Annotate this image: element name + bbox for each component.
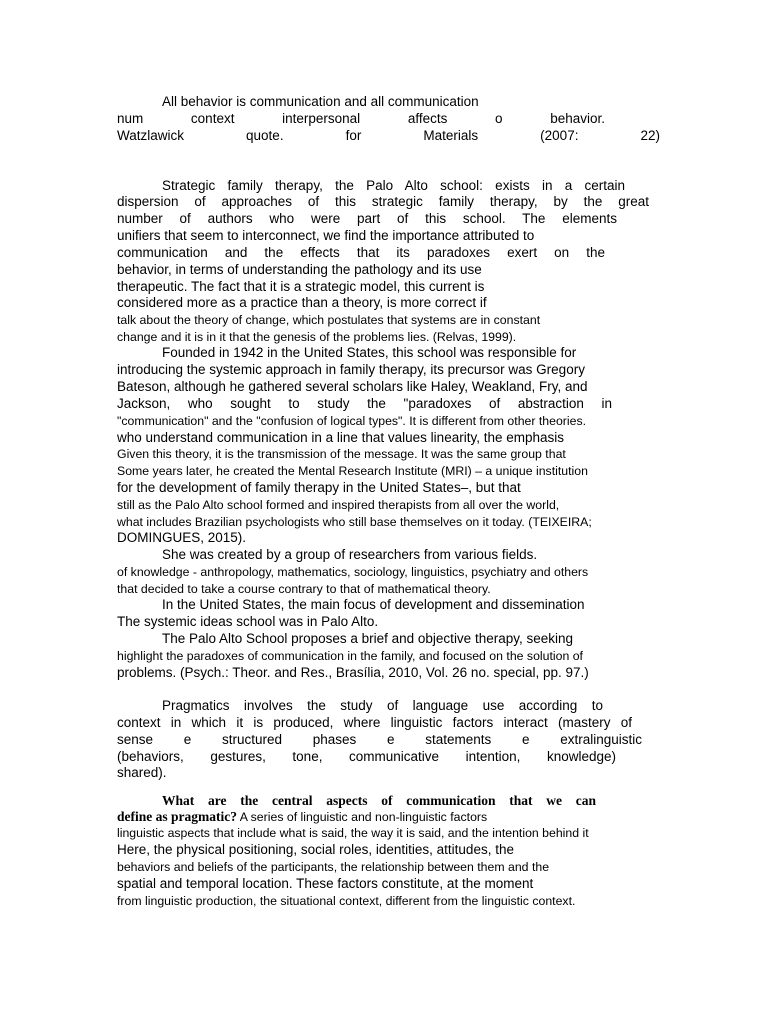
paragraph-line: still as the Palo Alto school formed and inspired therapists from all over the world, <box>117 498 560 512</box>
paragraph-line: communication and the effects that its paradoxes exert on the <box>117 245 605 260</box>
paragraph-line: therapeutic. The fact that it is a strategic model, this current is <box>117 279 485 294</box>
paragraph-line: change and it is in it that the genesis of the problems lies. (Relvas, 1999). <box>117 330 517 344</box>
paragraph-line: linguistic aspects that include what is said, the way it is said, and the intention behind it <box>117 826 589 840</box>
paragraph-line: (behaviors, gestures, tone, communicative intention, knowledge) <box>117 749 616 764</box>
paragraph-line: who understand communication in a line that values linearity, the emphasis <box>117 430 564 445</box>
paragraph-line: of knowledge - anthropology, mathematics, sociology, linguistics, psychiatry and others <box>117 565 589 579</box>
paragraph-line: what includes Brazilian psychologists who still base themselves on it today. (TEIXEIRA; <box>117 515 592 529</box>
paragraph-line: Pragmatics involves the study of language use according to <box>162 698 603 713</box>
paragraph-line: Strategic family therapy, the Palo Alto school: exists in a certain <box>162 178 625 193</box>
paragraph-line: The Palo Alto School proposes a brief and objective therapy, seeking <box>162 631 574 646</box>
paragraph-line: problems. (Psych.: Theor. and Res., Brasília, 2010, Vol. 26 no. special, pp. 97.) <box>117 665 589 680</box>
paragraph-line: Here, the physical positioning, social roles, identities, attitudes, the <box>117 842 514 857</box>
paragraph-line: talk about the theory of change, which postulates that systems are in constant <box>117 313 541 327</box>
paragraph-line: Jackson, who sought to study the "paradoxes of abstraction in <box>117 396 612 411</box>
paragraph-line: spatial and temporal location. These factors constitute, at the moment <box>117 876 534 891</box>
paragraph-line <box>117 809 660 825</box>
paragraph-line: Some years later, he created the Mental Research Institute (MRI) – a unique institution <box>117 464 588 478</box>
paragraph-text: A series of linguistic and non-linguistic factors <box>236 810 488 824</box>
question-heading: define as pragmatic? <box>117 809 237 824</box>
paragraph-line: shared). <box>117 765 167 780</box>
paragraph-line: In the United States, the main focus of development and dissemination <box>162 597 585 612</box>
paragraph-line: behavior, in terms of understanding the pathology and its use <box>117 262 482 277</box>
paragraph-line: from linguistic production, the situational context, different from the linguistic context. <box>117 894 576 908</box>
paragraph-line: introducing the systemic approach in family therapy, its precursor was Gregory <box>117 362 585 377</box>
quote-line: num context interpersonal affects o behavior. <box>117 111 605 126</box>
paragraph-line: context in which it is produced, where linguistic factors interact (mastery of <box>117 715 632 730</box>
paragraph-line: number of authors who were part of this school. The elements <box>117 211 617 226</box>
question-heading: What are the central aspects of communication that we can <box>162 793 596 808</box>
quote-citation: Watzlawick quote. for Materials (2007: 22) <box>117 128 660 143</box>
paragraph-line: DOMINGUES, 2015). <box>117 530 247 545</box>
paragraph-line: Given this theory, it is the transmission of the message. It was the same group that <box>117 447 566 461</box>
paragraph-line: sense e structured phases e statements e extralinguistic <box>117 732 642 747</box>
paragraph-line: that decided to take a course contrary to that of mathematical theory. <box>117 582 491 596</box>
paragraph-line: dispersion of approaches of this strategic family therapy, by the great <box>117 194 649 209</box>
paragraph-line: considered more as a practice than a theory, is more correct if <box>117 295 487 310</box>
paragraph-line: highlight the paradoxes of communication in the family, and focused on the solution of <box>117 649 583 663</box>
paragraph-line: "communication" and the "confusion of logical types". It is different from other theories. <box>117 414 587 428</box>
paragraph-line: behaviors and beliefs of the participants, the relationship between them and the <box>117 860 550 874</box>
paragraph-line: She was created by a group of researchers from various fields. <box>162 547 538 562</box>
quote-line: All behavior is communication and all communication <box>162 94 479 109</box>
paragraph-line: Bateson, although he gathered several scholars like Haley, Weakland, Fry, and <box>117 379 588 394</box>
paragraph-line: Founded in 1942 in the United States, this school was responsible for <box>162 345 577 360</box>
paragraph-line: unifiers that seem to interconnect, we find the importance attributed to <box>117 228 535 243</box>
paragraph-line: The systemic ideas school was in Palo Alto. <box>117 614 379 629</box>
paragraph-line: for the development of family therapy in the United States–, but that <box>117 480 521 495</box>
